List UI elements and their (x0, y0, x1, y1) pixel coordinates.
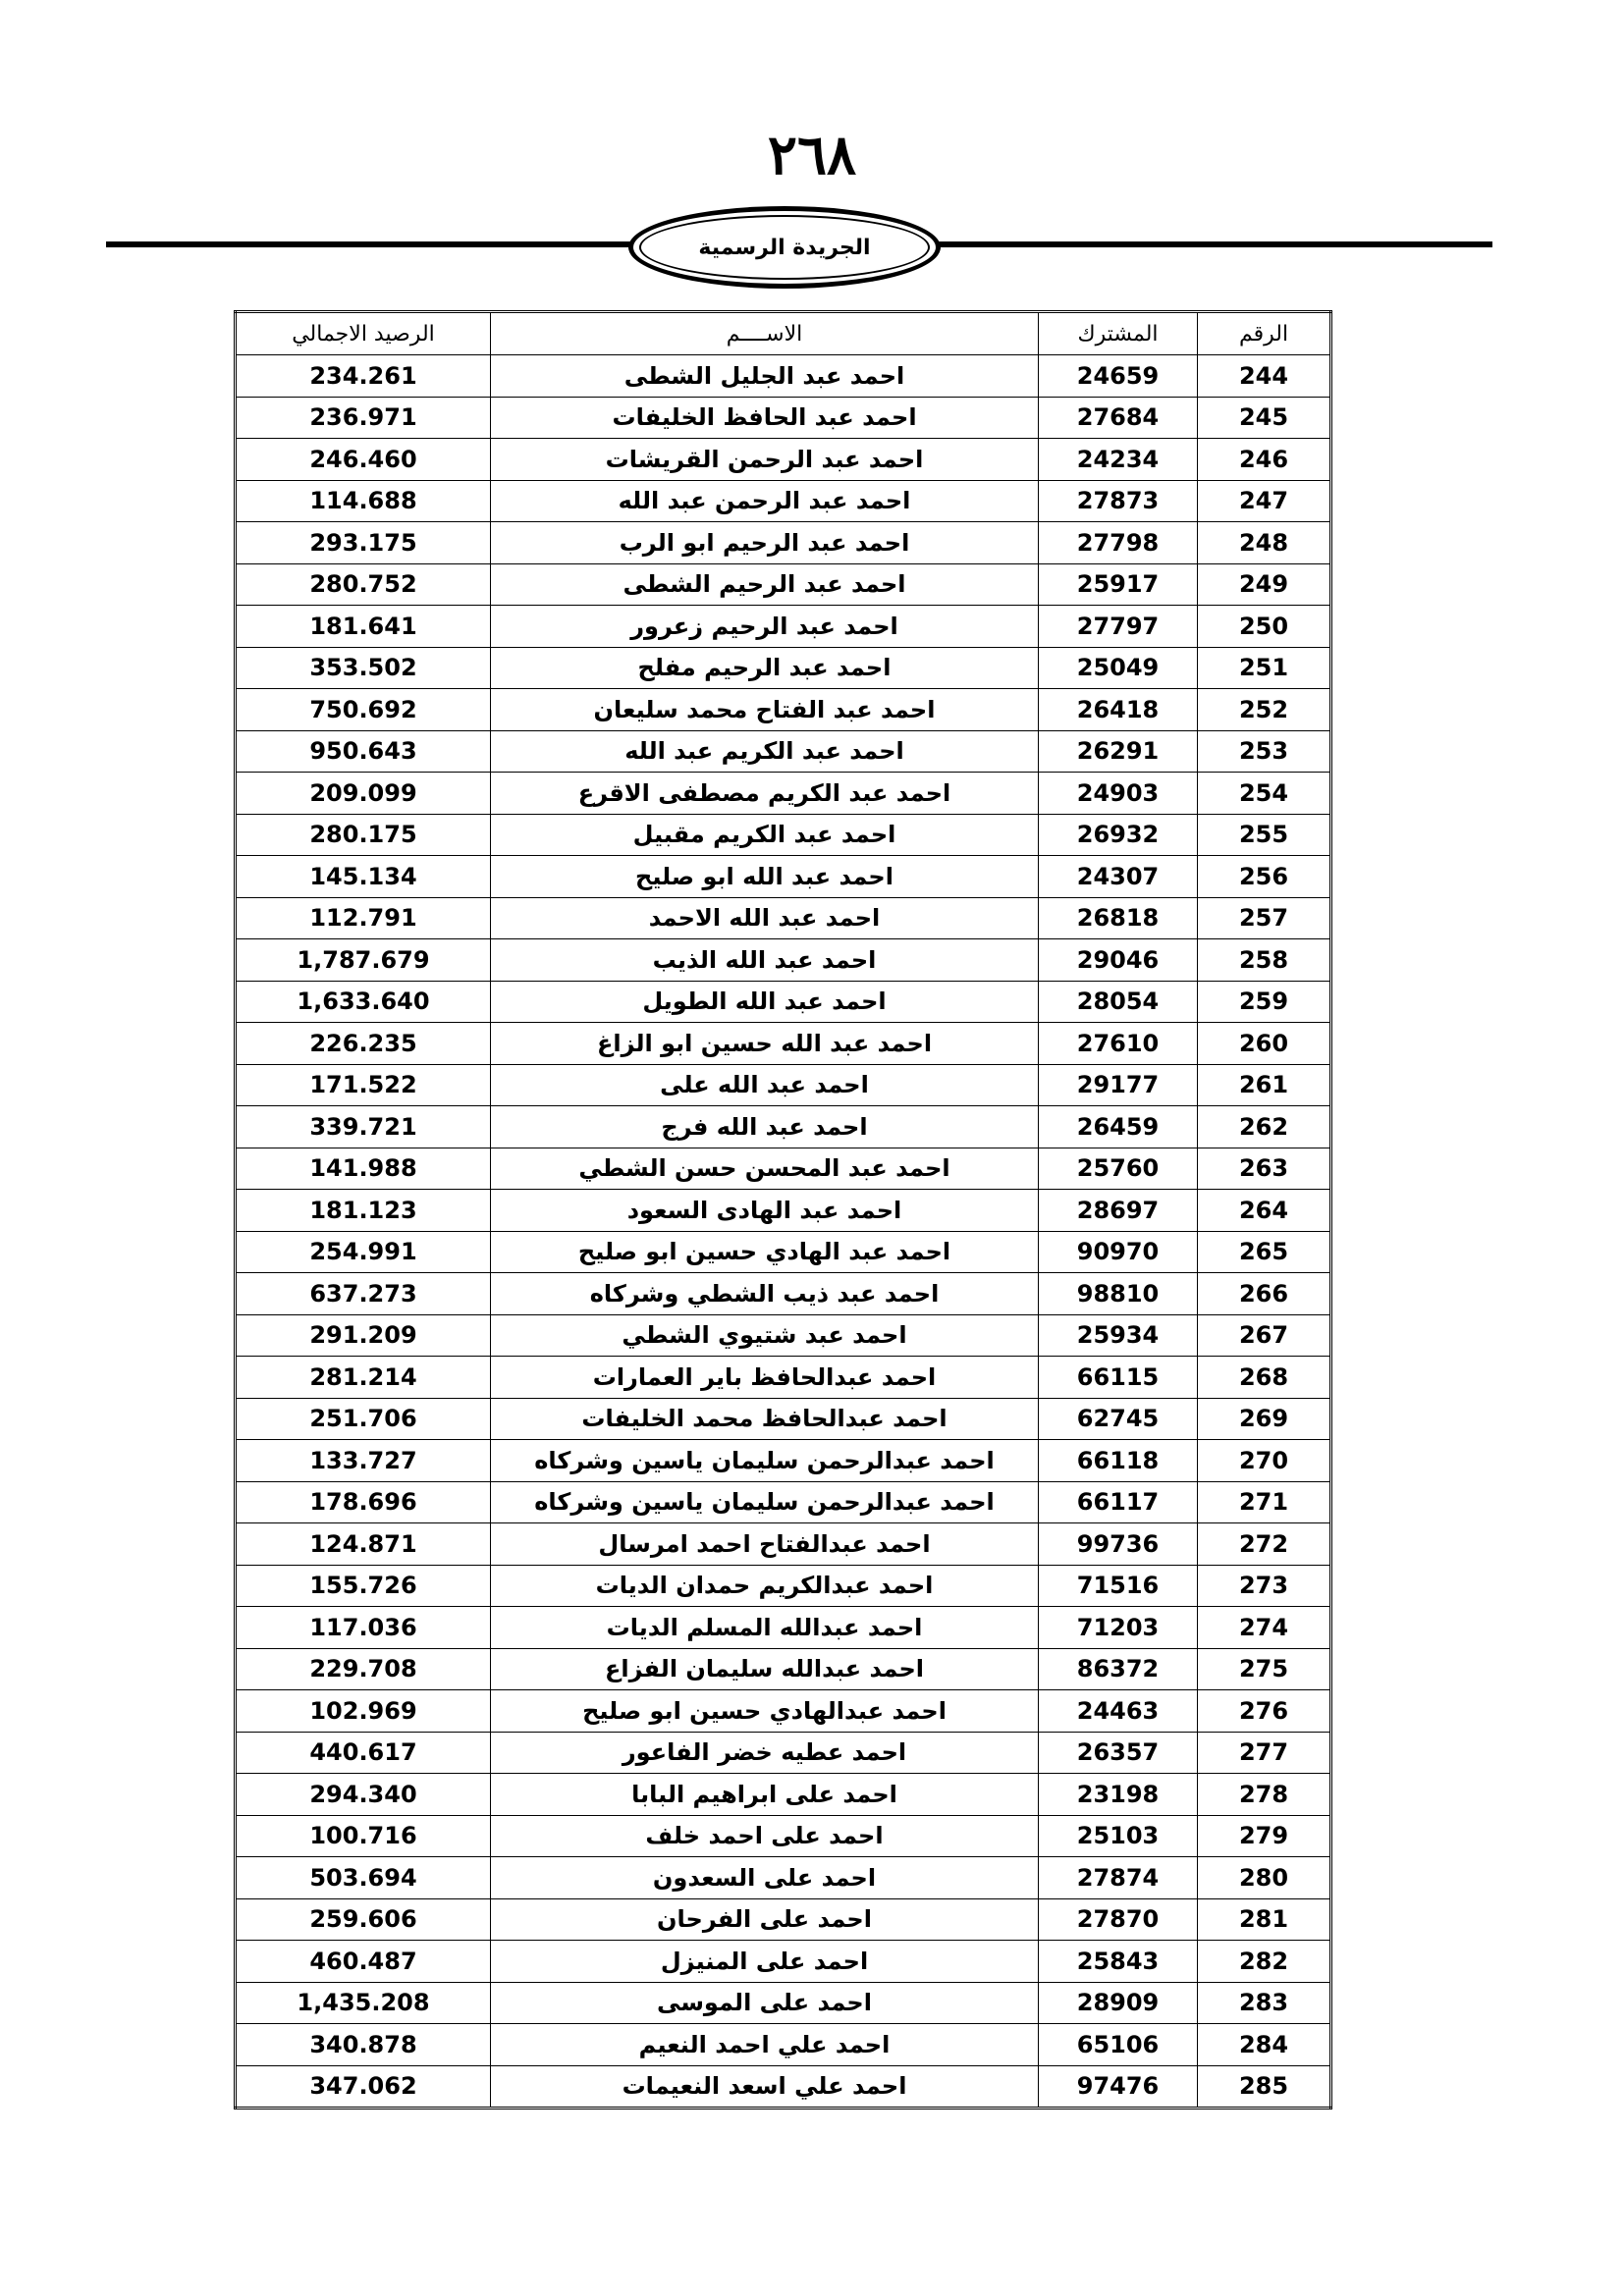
table-row (236, 1565, 1331, 1607)
table-row (236, 856, 1331, 898)
table-row (236, 773, 1331, 815)
row-number: 254 (1198, 773, 1331, 815)
table-row (236, 1941, 1331, 1983)
table-row (236, 563, 1331, 606)
table-row (236, 897, 1331, 939)
row-subscriber: 28054 (1039, 981, 1198, 1023)
row-balance: 280.752 (236, 563, 491, 606)
title-oval-inner (639, 215, 930, 280)
header-subscriber: المشترك (1039, 312, 1198, 355)
row-subscriber: 98810 (1039, 1273, 1198, 1315)
title-oval (628, 206, 941, 289)
row-number: 266 (1198, 1273, 1331, 1315)
row-balance: 124.871 (236, 1523, 491, 1566)
table-row (236, 606, 1331, 648)
row-subscriber: 29177 (1039, 1064, 1198, 1106)
table-row (236, 397, 1331, 439)
row-balance: 229.708 (236, 1648, 491, 1690)
table-row (236, 1774, 1331, 1816)
table-row (236, 522, 1331, 564)
row-number: 262 (1198, 1106, 1331, 1148)
page-number: ٢٦٨ (767, 123, 857, 187)
table-header-row (236, 312, 1331, 355)
row-balance: 209.099 (236, 773, 491, 815)
row-balance: 234.261 (236, 355, 491, 398)
row-balance: 340.878 (236, 2024, 491, 2066)
subscriber-table (234, 310, 1332, 2109)
row-subscriber: 26818 (1039, 897, 1198, 939)
row-name: احمد على السعدون (491, 1857, 1039, 1899)
row-name: احمد عبدالله سليمان الفزاع (491, 1648, 1039, 1690)
row-name: احمد عبدالرحمن سليمان ياسين وشركاه (491, 1440, 1039, 1482)
row-subscriber: 26291 (1039, 730, 1198, 773)
row-number: 270 (1198, 1440, 1331, 1482)
row-name: احمد عبدالحافظ محمد الخليفات (491, 1398, 1039, 1440)
row-name: احمد عبد الرحيم مفلح (491, 647, 1039, 689)
row-balance: 251.706 (236, 1398, 491, 1440)
row-name: احمد عبد الهادي حسين ابو صليح (491, 1231, 1039, 1273)
row-name: احمد عبد شتيوي الشطي (491, 1314, 1039, 1357)
row-balance: 100.716 (236, 1815, 491, 1857)
row-number: 284 (1198, 2024, 1331, 2066)
row-balance: 347.062 (236, 2065, 491, 2109)
row-balance: 145.134 (236, 856, 491, 898)
row-subscriber: 25103 (1039, 1815, 1198, 1857)
row-number: 259 (1198, 981, 1331, 1023)
table-row (236, 647, 1331, 689)
row-balance: 280.175 (236, 814, 491, 856)
row-name: احمد عبد الله ابو صليح (491, 856, 1039, 898)
row-name: احمد عبد الله على (491, 1064, 1039, 1106)
row-number: 273 (1198, 1565, 1331, 1607)
row-balance: 294.340 (236, 1774, 491, 1816)
table-row (236, 1690, 1331, 1733)
row-subscriber: 26459 (1039, 1106, 1198, 1148)
row-subscriber: 99736 (1039, 1523, 1198, 1566)
row-balance: 141.988 (236, 1148, 491, 1190)
row-subscriber: 28697 (1039, 1190, 1198, 1232)
table-row (236, 1273, 1331, 1315)
row-balance: 181.123 (236, 1190, 491, 1232)
row-number: 265 (1198, 1231, 1331, 1273)
row-name: احمد على المنيزل (491, 1941, 1039, 1983)
row-balance: 112.791 (236, 897, 491, 939)
row-number: 274 (1198, 1607, 1331, 1649)
row-number: 244 (1198, 355, 1331, 398)
row-number: 282 (1198, 1941, 1331, 1983)
row-number: 253 (1198, 730, 1331, 773)
table-row (236, 1106, 1331, 1148)
row-name: احمد عبدالحافظ باير العمارات (491, 1357, 1039, 1399)
header-balance: الرصيد الاجمالي (236, 312, 491, 355)
row-balance: 246.460 (236, 439, 491, 481)
table-row (236, 1982, 1331, 2024)
row-name: احمد عبد الله الذيب (491, 939, 1039, 982)
table-row (236, 1481, 1331, 1523)
table-row (236, 1064, 1331, 1106)
row-name: احمد عبد الله حسين ابو الزاغ (491, 1023, 1039, 1065)
row-balance: 178.696 (236, 1481, 491, 1523)
row-subscriber: 27870 (1039, 1898, 1198, 1941)
row-balance: 950.643 (236, 730, 491, 773)
row-subscriber: 25843 (1039, 1941, 1198, 1983)
row-balance: 171.522 (236, 1064, 491, 1106)
table-row (236, 1314, 1331, 1357)
row-name: احمد عبدالله المسلم الديات (491, 1607, 1039, 1649)
table-row (236, 1148, 1331, 1190)
table-row (236, 1023, 1331, 1065)
row-subscriber: 27610 (1039, 1023, 1198, 1065)
row-name: احمد على ابراهيم البابا (491, 1774, 1039, 1816)
row-subscriber: 71516 (1039, 1565, 1198, 1607)
row-subscriber: 24307 (1039, 856, 1198, 898)
row-balance: 750.692 (236, 689, 491, 731)
row-subscriber: 25760 (1039, 1148, 1198, 1190)
row-balance: 181.641 (236, 606, 491, 648)
row-subscriber: 66115 (1039, 1357, 1198, 1399)
row-number: 272 (1198, 1523, 1331, 1566)
header-name: الاســــم (491, 312, 1039, 355)
row-name: احمد عبد الحافظ الخليفات (491, 397, 1039, 439)
table-row (236, 1440, 1331, 1482)
row-number: 285 (1198, 2065, 1331, 2109)
row-balance: 117.036 (236, 1607, 491, 1649)
row-name: احمد عبد الله الاحمد (491, 897, 1039, 939)
row-number: 258 (1198, 939, 1331, 982)
row-number: 277 (1198, 1732, 1331, 1774)
table-row (236, 1607, 1331, 1649)
row-balance: 155.726 (236, 1565, 491, 1607)
row-subscriber: 25049 (1039, 647, 1198, 689)
row-name: احمد عبدالرحمن سليمان ياسين وشركاه (491, 1481, 1039, 1523)
row-balance: 293.175 (236, 522, 491, 564)
row-name: احمد عبد الرحيم زعرور (491, 606, 1039, 648)
row-name: احمد على الموسى (491, 1982, 1039, 2024)
row-name: احمد عبد ذيب الشطي وشركاه (491, 1273, 1039, 1315)
row-number: 247 (1198, 480, 1331, 522)
row-balance: 102.969 (236, 1690, 491, 1733)
table-row (236, 2065, 1331, 2109)
row-subscriber: 86372 (1039, 1648, 1198, 1690)
row-subscriber: 25917 (1039, 563, 1198, 606)
row-number: 246 (1198, 439, 1331, 481)
header-number: الرقم (1198, 312, 1331, 355)
row-number: 275 (1198, 1648, 1331, 1690)
row-number: 245 (1198, 397, 1331, 439)
row-subscriber: 24903 (1039, 773, 1198, 815)
row-name: احمد عبد الرحمن عبد الله (491, 480, 1039, 522)
table-row (236, 1190, 1331, 1232)
row-name: احمد عبد الله الطويل (491, 981, 1039, 1023)
row-subscriber: 23198 (1039, 1774, 1198, 1816)
table-row (236, 1357, 1331, 1399)
table-row (236, 355, 1331, 398)
row-balance: 1,633.640 (236, 981, 491, 1023)
row-subscriber: 24463 (1039, 1690, 1198, 1733)
row-subscriber: 27874 (1039, 1857, 1198, 1899)
table-row (236, 1648, 1331, 1690)
row-subscriber: 24234 (1039, 439, 1198, 481)
row-number: 271 (1198, 1481, 1331, 1523)
row-subscriber: 25934 (1039, 1314, 1198, 1357)
row-name: احمد عبد الجليل الشطى (491, 355, 1039, 398)
row-balance: 114.688 (236, 480, 491, 522)
row-name: احمد على احمد خلف (491, 1815, 1039, 1857)
row-name: احمد عطيه خضر الفاعور (491, 1732, 1039, 1774)
row-balance: 236.971 (236, 397, 491, 439)
row-name: احمد علي احمد النعيم (491, 2024, 1039, 2066)
row-balance: 503.694 (236, 1857, 491, 1899)
row-balance: 254.991 (236, 1231, 491, 1273)
row-name: احمد على الفرحان (491, 1898, 1039, 1941)
row-subscriber: 24659 (1039, 355, 1198, 398)
row-number: 250 (1198, 606, 1331, 648)
row-subscriber: 27797 (1039, 606, 1198, 648)
table-row (236, 689, 1331, 731)
table-row (236, 1231, 1331, 1273)
row-subscriber: 27798 (1039, 522, 1198, 564)
row-number: 283 (1198, 1982, 1331, 2024)
row-number: 281 (1198, 1898, 1331, 1941)
row-balance: 259.606 (236, 1898, 491, 1941)
row-number: 251 (1198, 647, 1331, 689)
table-row (236, 1857, 1331, 1899)
row-balance: 1,787.679 (236, 939, 491, 982)
row-name: احمد عبدالهادي حسين ابو صليح (491, 1690, 1039, 1733)
row-name: احمد عبد المحسن حسن الشطي (491, 1148, 1039, 1190)
row-subscriber: 97476 (1039, 2065, 1198, 2109)
row-number: 280 (1198, 1857, 1331, 1899)
row-number: 261 (1198, 1064, 1331, 1106)
row-number: 276 (1198, 1690, 1331, 1733)
row-balance: 440.617 (236, 1732, 491, 1774)
row-number: 278 (1198, 1774, 1331, 1816)
row-subscriber: 62745 (1039, 1398, 1198, 1440)
row-subscriber: 27873 (1039, 480, 1198, 522)
table-row (236, 2024, 1331, 2066)
row-balance: 281.214 (236, 1357, 491, 1399)
table-row (236, 480, 1331, 522)
row-number: 256 (1198, 856, 1331, 898)
table-row (236, 814, 1331, 856)
row-name: احمد عبد الكريم مقبيل (491, 814, 1039, 856)
row-balance: 133.727 (236, 1440, 491, 1482)
row-number: 249 (1198, 563, 1331, 606)
row-name: احمد عبد الكريم مصطفى الاقرع (491, 773, 1039, 815)
row-name: احمد عبد الكريم عبد الله (491, 730, 1039, 773)
row-name: احمد عبد الهادى السعود (491, 1190, 1039, 1232)
row-subscriber: 65106 (1039, 2024, 1198, 2066)
table-row (236, 439, 1331, 481)
row-balance: 226.235 (236, 1023, 491, 1065)
row-number: 257 (1198, 897, 1331, 939)
row-name: احمد عبد الفتاح محمد سليعان (491, 689, 1039, 731)
gazette-title: الجريدة الرسمية (698, 235, 871, 260)
table-row (236, 730, 1331, 773)
row-number: 263 (1198, 1148, 1331, 1190)
table-row (236, 981, 1331, 1023)
row-balance: 460.487 (236, 1941, 491, 1983)
row-number: 264 (1198, 1190, 1331, 1232)
row-balance: 353.502 (236, 647, 491, 689)
row-name: احمد عبد الرحيم ابو الرب (491, 522, 1039, 564)
table-row (236, 1815, 1331, 1857)
row-number: 269 (1198, 1398, 1331, 1440)
table-row (236, 1898, 1331, 1941)
row-name: احمد عبد الرحيم الشطى (491, 563, 1039, 606)
row-number: 260 (1198, 1023, 1331, 1065)
row-balance: 637.273 (236, 1273, 491, 1315)
row-subscriber: 26418 (1039, 689, 1198, 731)
row-subscriber: 90970 (1039, 1231, 1198, 1273)
row-name: احمد عبد الله فرج (491, 1106, 1039, 1148)
row-number: 252 (1198, 689, 1331, 731)
row-name: احمد عبدالفتاح احمد امرسال (491, 1523, 1039, 1566)
row-subscriber: 26932 (1039, 814, 1198, 856)
row-name: احمد علي اسعد النعيمات (491, 2065, 1039, 2109)
row-subscriber: 66117 (1039, 1481, 1198, 1523)
row-balance: 1,435.208 (236, 1982, 491, 2024)
row-balance: 339.721 (236, 1106, 491, 1148)
row-subscriber: 27684 (1039, 397, 1198, 439)
table-row (236, 1732, 1331, 1774)
row-number: 267 (1198, 1314, 1331, 1357)
row-subscriber: 26357 (1039, 1732, 1198, 1774)
row-name: احمد عبد الرحمن القريشات (491, 439, 1039, 481)
table-row (236, 1398, 1331, 1440)
row-number: 279 (1198, 1815, 1331, 1857)
row-number: 248 (1198, 522, 1331, 564)
row-subscriber: 66118 (1039, 1440, 1198, 1482)
row-number: 255 (1198, 814, 1331, 856)
row-subscriber: 29046 (1039, 939, 1198, 982)
table-row (236, 939, 1331, 982)
row-subscriber: 71203 (1039, 1607, 1198, 1649)
table-row (236, 1523, 1331, 1566)
row-balance: 291.209 (236, 1314, 491, 1357)
row-number: 268 (1198, 1357, 1331, 1399)
row-subscriber: 28909 (1039, 1982, 1198, 2024)
row-name: احمد عبدالكريم حمدان الديات (491, 1565, 1039, 1607)
